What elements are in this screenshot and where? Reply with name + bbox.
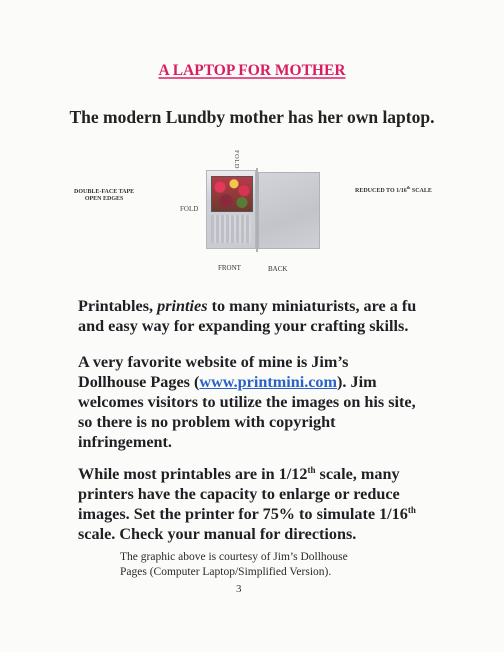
front-label: FRONT <box>218 264 241 272</box>
image-caption <box>120 550 348 580</box>
fold-label-left: FOLD <box>180 205 199 213</box>
text-run: ). Jim <box>337 373 377 391</box>
printmini-link[interactable]: www.printmini.com <box>199 373 337 391</box>
fold-label-top: FOLD <box>233 150 240 169</box>
tape-note-line-1: DOUBLE-FACE TAPE <box>74 189 135 195</box>
laptop-keyboard <box>211 215 251 243</box>
paragraph-line: A very favorite website of mine is Jim’s <box>78 353 349 371</box>
text-run: to many miniaturists, are a fu <box>207 297 417 315</box>
scale-note-sup: th <box>406 185 411 190</box>
page-title: A LAPTOP FOR MOTHER <box>158 62 346 79</box>
scale-note-text: REDUCED TO 1/16 <box>355 188 407 194</box>
text-run: images. Set the printer for 75% to simulate 1/16 <box>78 505 408 523</box>
laptop-back-image <box>258 172 320 249</box>
paragraph-line <box>78 296 498 316</box>
laptop-screen-art <box>211 176 253 212</box>
paragraph-line: and easy way for expanding your crafting skills. <box>78 317 409 335</box>
paragraph-line <box>78 504 498 524</box>
scale-note-end: SCALE <box>410 188 432 194</box>
paragraph-line: infringement. <box>78 433 172 451</box>
superscript: th <box>407 505 416 515</box>
italic-printies: printies <box>157 297 208 315</box>
text-run: While most printables are in 1/12 <box>78 465 308 483</box>
page-number: 3 <box>236 583 242 595</box>
paragraph-scale <box>78 464 498 544</box>
caption-line: The graphic above is courtesy of Jim’s Dollhouse <box>120 551 348 563</box>
caption-line: Pages (Computer Laptop/Simplified Version). <box>120 566 332 578</box>
intro-sentence: The modern Lundby mother has her own laptop. <box>69 107 435 127</box>
paragraph-line <box>78 464 498 484</box>
text-run: Printables, <box>78 297 158 315</box>
paragraph-line: welcomes visitors to utilize the images on his site, <box>78 393 416 411</box>
paragraph-line: scale. Check your manual for directions. <box>78 525 357 543</box>
paragraph-line: printers have the capacity to enlarge or reduce <box>78 485 400 503</box>
back-label: BACK <box>268 265 288 273</box>
scale-note <box>355 185 432 195</box>
paragraph-printables <box>78 296 498 336</box>
tape-note <box>74 189 134 203</box>
text-run: Dollhouse Pages ( <box>78 373 200 391</box>
paragraph-line: so there is no problem with copyright <box>78 413 336 431</box>
laptop-front-image <box>206 170 256 249</box>
superscript: th <box>307 465 316 475</box>
paragraph-line <box>78 372 498 392</box>
tape-note-line-2: OPEN EDGES <box>84 196 124 202</box>
text-run: scale, many <box>315 465 400 483</box>
paragraph-website <box>78 352 498 452</box>
